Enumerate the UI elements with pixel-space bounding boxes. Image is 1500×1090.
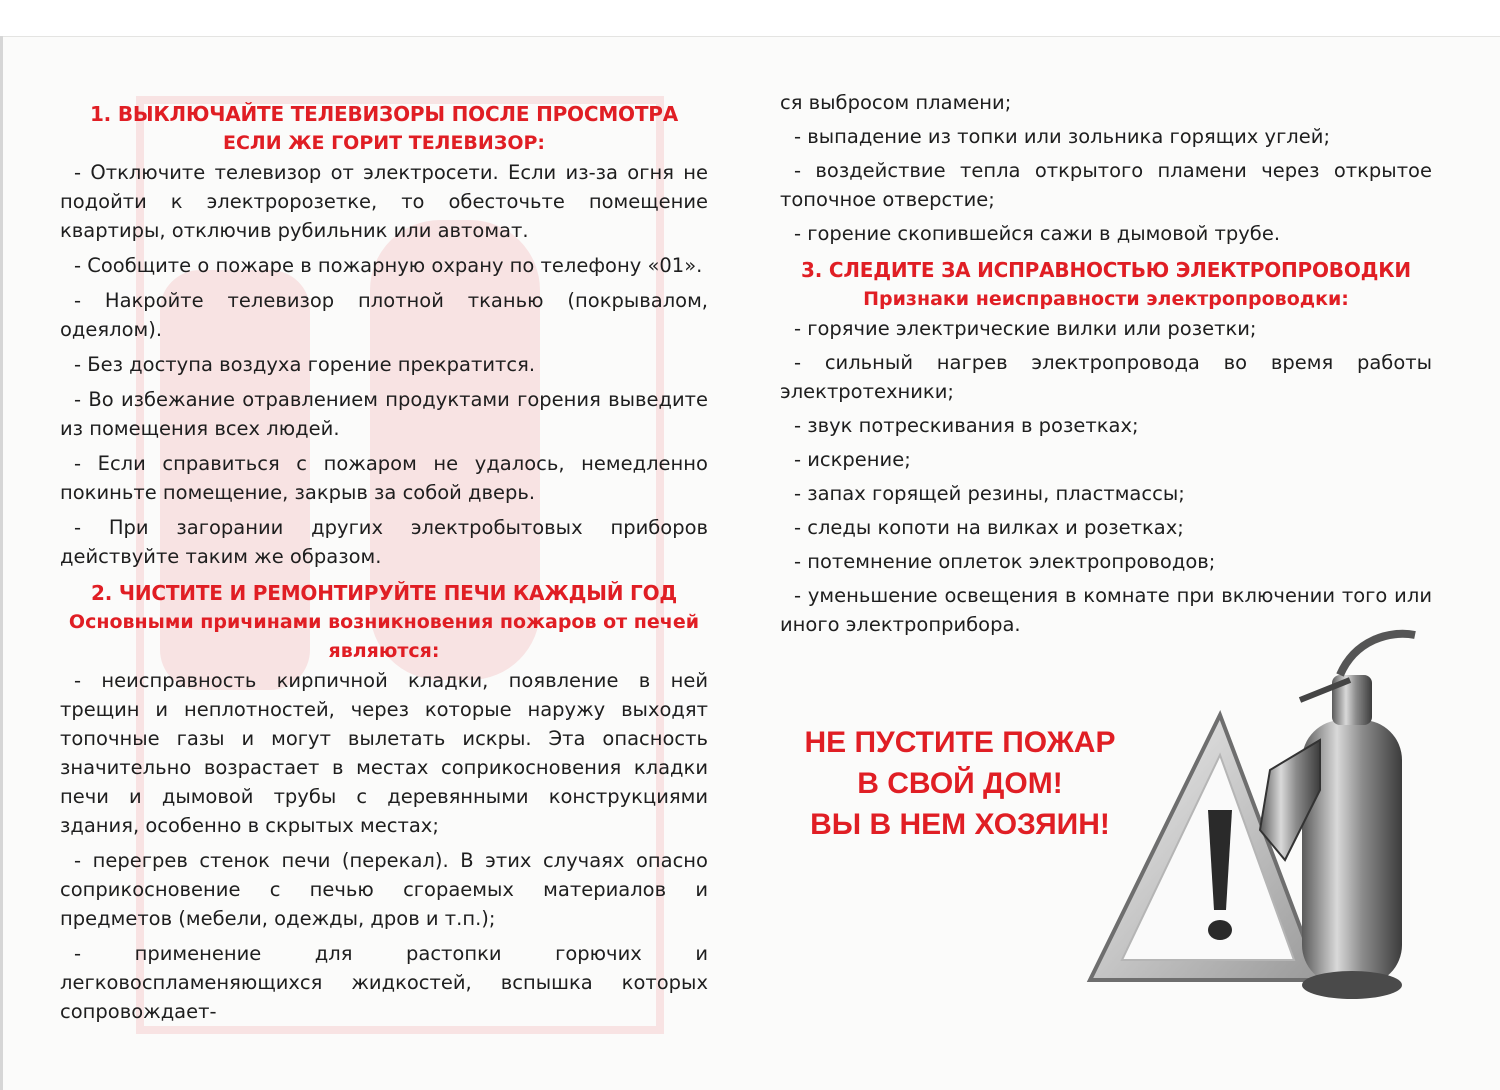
section1-paragraph: - Во избежание отравлением продуктами горения выведите из помещения всех людей. bbox=[60, 388, 708, 440]
section3-item: - потемнение оплеток электропроводов; bbox=[794, 550, 1216, 573]
section2-title: 2. ЧИСТИТЕ И РЕМОНТИРУЙТЕ ПЕЧИ КАЖДЫЙ ГОД bbox=[91, 581, 677, 605]
section2-paragraph: - неисправность кирпичной кладки, появление в ней трещин и неплотностей, через которые наружу выходят топочные газы и могут вылетать искры. Эта опасность значительно возрастает в местах соприкосновения кладки печи и дымовой трубы с деревянными конструкциями здания, особенно в скрытых местах; bbox=[60, 669, 708, 837]
section3-item: - горячие электрические вилки или розетки; bbox=[794, 317, 1257, 340]
section2-continued-text: ся выбросом пламени; bbox=[780, 91, 1012, 114]
section3-item: - запах горящей резины, пластмассы; bbox=[794, 482, 1185, 505]
right-column bbox=[780, 88, 1432, 644]
section3-item: - звук потрескивания в розетках; bbox=[794, 414, 1139, 437]
section1-paragraph: - При загорании других электробытовых приборов действуйте таким же образом. bbox=[60, 516, 708, 568]
section3-item: - следы копоти на вилках и розетках; bbox=[794, 516, 1184, 539]
scan-left-edge bbox=[0, 36, 3, 1090]
slogan-line: НЕ ПУСТИТЕ ПОЖАР bbox=[804, 726, 1116, 759]
section2-subtitle: Основными причинами возникновения пожаров от печей являются: bbox=[68, 611, 700, 662]
section1-subtitle: ЕСЛИ ЖЕ ГОРИТ ТЕЛЕВИЗОР: bbox=[223, 132, 545, 154]
section3-item: - искрение; bbox=[794, 448, 911, 471]
slogan-line: В СВОЙ ДОМ! bbox=[857, 767, 1063, 800]
left-column bbox=[60, 100, 708, 1032]
section3-item: - сильный нагрев электропровода во время работы электротехники; bbox=[780, 351, 1432, 403]
warning-extinguisher-illustration bbox=[1070, 620, 1470, 1040]
section2-paragraph: - применение для растопки горючих и легковоспламеняющихся жидкостей, вспышка которых сопровождает- bbox=[60, 942, 708, 1023]
section2-paragraph: - перегрев стенок печи (перекал). В этих случаях опасно соприкосновение с печью сгораемых материалов и предметов (мебели, одежды, дров и т.п.); bbox=[60, 849, 708, 930]
section2-paragraph: - выпадение из топки или зольника горящих углей; bbox=[794, 125, 1331, 148]
section1-paragraph: - Если справиться с пожаром не удалось, немедленно покиньте помещение, закрыв за собой дверь. bbox=[60, 452, 708, 504]
section1-title: 1. ВЫКЛЮЧАЙТЕ ТЕЛЕВИЗОРЫ ПОСЛЕ ПРОСМОТРА bbox=[89, 102, 679, 126]
section1-paragraph: - Без доступа воздуха горение прекратится. bbox=[74, 353, 536, 376]
slogan-line: ВЫ В НЕМ ХОЗЯИН! bbox=[810, 808, 1110, 841]
section2-paragraph: - горение скопившейся сажи в дымовой трубе. bbox=[794, 222, 1281, 245]
section3-item: - уменьшение освещения в комнате при включении того или иного электроприбора. bbox=[780, 584, 1432, 636]
section1-paragraph: - Сообщите о пожаре в пожарную охрану по телефону «01». bbox=[74, 254, 703, 277]
section1-paragraph: - Накройте телевизор плотной тканью (покрывалом, одеялом). bbox=[60, 289, 708, 341]
section2-paragraph: - воздействие тепла открытого пламени через открытое топочное отверстие; bbox=[780, 159, 1432, 211]
section3-subtitle: Признаки неисправности электропроводки: bbox=[863, 288, 1349, 310]
scan-top-edge bbox=[0, 0, 1500, 37]
section3-title: 3. СЛЕДИТЕ ЗА ИСПРАВНОСТЬЮ ЭЛЕКТРОПРОВОДКИ bbox=[801, 258, 1411, 282]
section1-paragraph: - Отключите телевизор от электросети. Если из-за огня не подойти к электророзетке, то обесточьте помещение квартиры, отключив рубильник или автомат. bbox=[60, 161, 708, 242]
